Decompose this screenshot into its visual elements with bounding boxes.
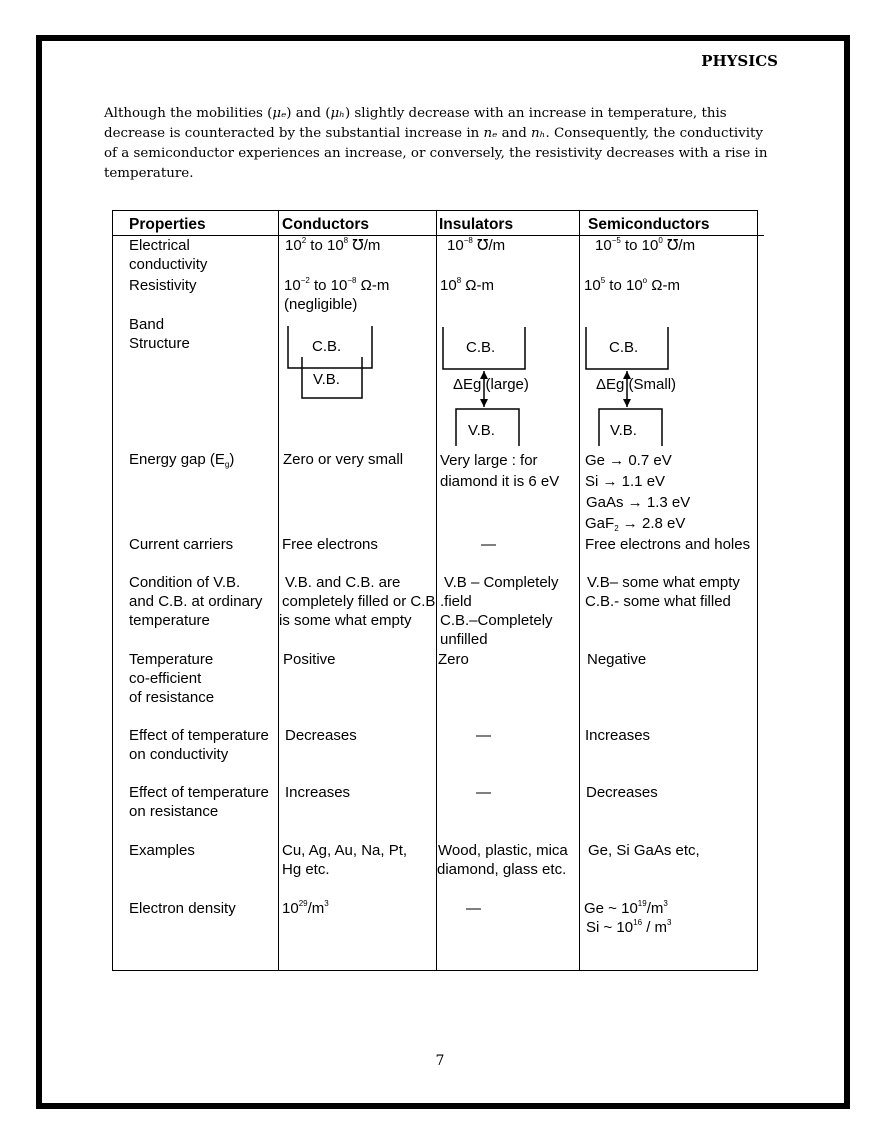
insulator-resistivity: $10^8$ Ω-m (440, 276, 495, 294)
conductor-vb-label: V.B. (313, 371, 340, 388)
header-insulators: Insulators (439, 216, 514, 233)
conductor-energy-gap: Zero or very small (283, 451, 404, 468)
conductor-current-carriers: Free electrons (282, 536, 378, 553)
row-label-examples: Examples (129, 842, 195, 859)
header-conductors: Conductors (282, 216, 369, 233)
semiconductor-effect-on-conductivity: Increases (585, 727, 651, 744)
insulator-effect-on-resistance: — (476, 784, 491, 801)
semiconductor-cb-label: C.B. (609, 339, 639, 356)
conductor-electron-density: $10^{29}/m^3$ (282, 899, 329, 917)
row-label-band-structure: Band Structure (129, 316, 190, 352)
conductor-resistivity: $10^{-2}$ to $10^{-8}$ Ω-m (negligible) (284, 276, 390, 313)
semiconductor-electron-density: Ge ~ $10^{19}/m^3$ Si ~ $10^{16} / m^3$ (584, 899, 672, 936)
row-label-current-carriers: Current carriers (129, 536, 234, 553)
semiconductor-conductivity: $10^{-5}$ to $10^0$ ℧/m (595, 236, 696, 254)
insulator-examples: Wood, plastic, mica diamond, glass etc. (437, 842, 568, 878)
conductor-cb-label: C.B. (312, 338, 342, 355)
row-label-resistivity: Resistivity (129, 277, 197, 294)
row-label-temperature-coefficient: Temperature co-efficient of resistance (129, 651, 215, 706)
insulator-cb-label: C.B. (466, 339, 496, 356)
semiconductor-temperature-coefficient: Negative (587, 651, 647, 668)
insulator-energy-gap: Very large : for diamond it is 6 eV (440, 452, 560, 490)
semiconductor-energy-gap: Ge → 0.7 eV Si → 1.1 eV GaAs → 1.3 eV GaF$_2$ → 2.8 eV (585, 452, 691, 533)
insulator-vb-label: V.B. (468, 422, 495, 439)
semiconductor-effect-on-resistance: Decreases (586, 784, 658, 801)
conductor-condition: V.B. and C.B. are completely filled or C.B is some what empty (279, 574, 436, 629)
conductor-conductivity: $10^2$ to $10^8$ ℧/m (285, 236, 381, 254)
insulator-current-carriers: — (481, 536, 496, 553)
semiconductor-examples: Ge, Si GaAs etc, (588, 842, 700, 859)
header-semiconductors: Semiconductors (588, 216, 710, 233)
semiconductor-condition: V.B– some what empty C.B.- some what filled (585, 574, 740, 610)
intro-paragraph: Although the mobilities (μₑ) and (μₕ) slightly decrease with an increase in temperature, this decrease is counteracted by the substantial increase in nₑ and nₕ. Consequently, the conductivity of a semiconductor experiences an increase, or conversely, the resistivity decreases with a rise in temperature. (104, 106, 768, 181)
semiconductor-vb-label: V.B. (610, 422, 637, 439)
semiconductor-gap-label: ΔEg (Small) (596, 376, 677, 393)
row-label-condition: Condition of V.B. and C.B. at ordinary temperature (129, 574, 263, 629)
row-label-effect-on-resistance: Effect of temperature on resistance (129, 784, 269, 820)
insulator-conductivity: $10^{-8}$ ℧/m (447, 236, 506, 254)
row-label-electron-density: Electron density (129, 900, 236, 917)
page-number: 7 (435, 1053, 445, 1069)
row-label-conductivity: Electrical conductivity (129, 237, 208, 273)
insulator-condition: V.B – Completely .field C.B.–Completely unfilled (440, 574, 559, 648)
insulator-electron-density: — (466, 900, 481, 917)
column-divider (278, 210, 279, 971)
insulator-effect-on-conductivity: — (476, 727, 491, 744)
column-divider (579, 210, 580, 971)
row-label-effect-on-conductivity: Effect of temperature on conductivity (129, 727, 269, 763)
conductor-temperature-coefficient: Positive (283, 651, 336, 668)
insulator-temperature-coefficient: Zero (438, 651, 469, 668)
semiconductor-current-carriers: Free electrons and holes (585, 536, 751, 553)
conductor-effect-on-conductivity: Decreases (285, 727, 357, 744)
row-label-energy-gap: Energy gap $(E_g)$ (129, 451, 235, 469)
header-properties: Properties (129, 216, 206, 233)
insulator-gap-label: ΔEg (large) (453, 376, 529, 393)
conductor-examples: Cu, Ag, Au, Na, Pt, Hg etc. (282, 842, 408, 878)
page-header: PHYSICS (701, 52, 778, 70)
semiconductor-resistivity: $10^5$ to 10$^o$ Ω-m (584, 276, 680, 294)
conductor-effect-on-resistance: Increases (285, 784, 351, 801)
